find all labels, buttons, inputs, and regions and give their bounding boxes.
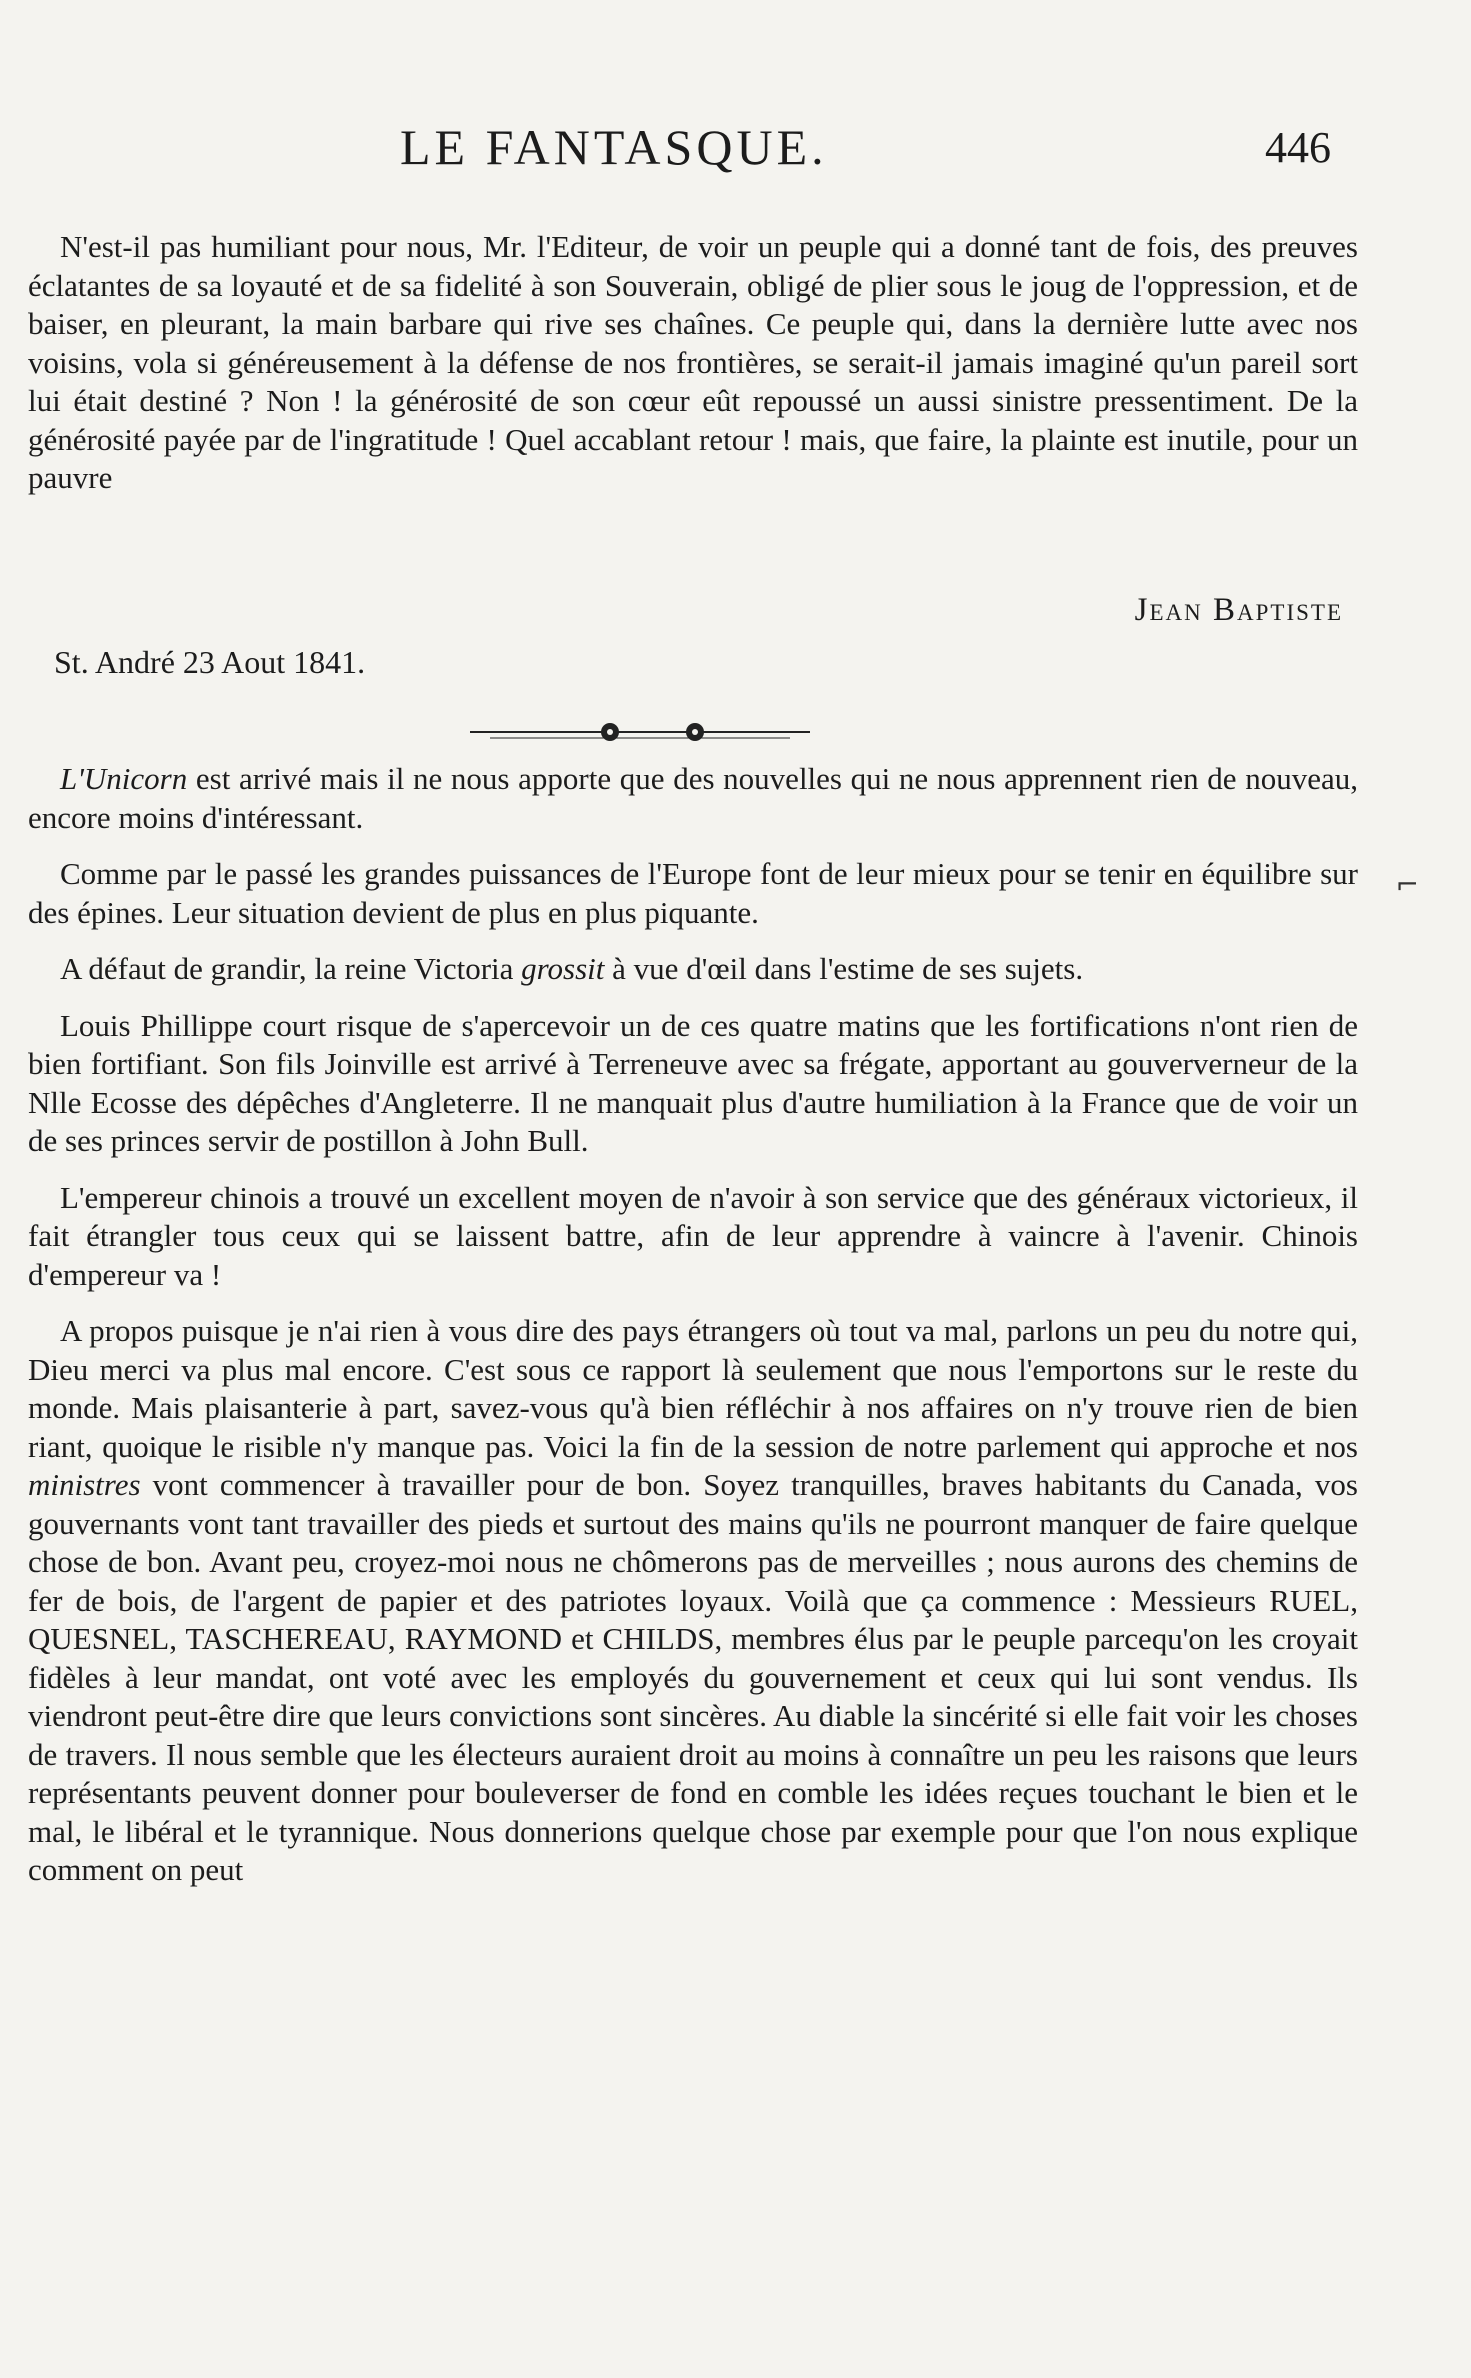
news-canada-a: A propos puisque je n'ai rien à vous dire des pays étrangers où tout va mal, parlons un peu du notre qui, Dieu merci va plus mal encore. C'est sous ce rapport là seulement que nous l'emportons sur le reste du monde. Mais plaisanterie à part, savez-vous qu'à bien réfléchir à nos affaires on n'y trouve rien de bien riant, quoique le risible n'y manque pas. Voici la fin de la session de notre parlement qui approche et nos: [28, 1313, 1358, 1464]
letter-signature: Jean Baptiste: [1134, 592, 1343, 628]
ship-name: L'Unicorn: [60, 761, 188, 796]
news-unicorn: [28, 760, 1358, 837]
news-victoria: [28, 950, 1358, 989]
news-victoria-italic: grossit: [521, 951, 605, 986]
page-number: 446: [1265, 123, 1331, 172]
letter-paragraph: N'est-il pas humiliant pour nous, Mr. l'Editeur, de voir un peuple qui a donné tant de fois, des preuves éclatantes de sa loyauté et de sa fidelité à son Souverain, obligé de plier sous le joug de l'oppression, et de baiser, en pleurant, la main barbare qui rive ses chaînes. Ce peuple qui, dans la dernière lutte avec nos voisins, vola si généreusement à la défense de nos frontières, se serait-il jamais imaginé qu'un pareil sort lui était destiné ? Non ! la générosité de son cœur eût repoussé un aussi sinistre pressentiment. De la générosité payée par de l'ingratitude ! Quel accablant retour ! mais, que faire, la plainte est inutile, pour un pauvre: [28, 229, 1358, 495]
divider-ornament-icon: [470, 712, 810, 752]
news-louis-phillippe: Louis Phillippe court risque de s'apercevoir un de ces quatre matins que les fortifications n'ont rien de bien fortifiant. Son fils Joinville est arrivé à Terreneuve avec sa frégate, apportant au gouververneur de la Nlle Ecosse des dépêches d'Angleterre. Il ne manquait plus d'autre humiliation à la France que de voir un de ses princes servir de postillon à John Bull.: [28, 1007, 1358, 1158]
news-chinese-emperor: L'empereur chinois a trouvé un excellent moyen de n'avoir à son service que des généraux victorieux, il fait étrangler tous ceux qui se laissent battre, afin de leur apprendre à vaincre à l'avenir. Chinois d'empereur va !: [28, 1179, 1358, 1292]
letter-dateline: St. André 23 Aout 1841.: [54, 644, 366, 680]
news-unicorn-text: est arrivé mais il ne nous apporte que des nouvelles qui ne nous apprennent rien de nouveau, encore moins d'intéressant.: [28, 761, 1358, 835]
news-europe: Comme par le passé les grandes puissances de l'Europe font de leur mieux pour se tenir en équilibre sur des épines. Leur situation devient de plus en plus piquante.: [28, 856, 1358, 930]
margin-mark: ⌐: [1395, 868, 1419, 901]
page-title: LE FANTASQUE.: [400, 119, 828, 175]
news-victoria-a: A défaut de grandir, la reine Victoria: [60, 951, 522, 986]
page-header: [0, 118, 1471, 188]
news-block: [28, 760, 1358, 1890]
news-victoria-b: à vue d'œil dans l'estime de ses sujets.: [604, 951, 1084, 986]
section-divider: [0, 712, 1471, 752]
news-canada: [28, 1312, 1358, 1890]
news-canada-b: vont commencer à travailler pour de bon. Soyez tranquilles, braves habitants du Canada, vos gouvernants vont tant travailler des pieds et surtout des mains qu'ils ne pourront manquer de faire quelque chose de bon. Avant peu, croyez-moi nous ne chômerons pas de merveilles ; nous aurons des chemins de fer de bois, de l'argent de papier et des patriotes loyaux. Voilà que ça commence : Messieurs RUEL, QUESNEL, TASCHEREAU, RAYMOND et CHILDS, membres élus par le peuple parcequ'on les croyait fidèles à leur mandat, ont voté avec les employés du gouvernement et ceux qui lui sont vendus. Ils viendront peut-être dire que leurs convictions sont sincères. Au diable la sincérité si elle fait voir les choses de travers. Il nous semble que les électeurs auraient droit au moins à connaître un peu les raisons que leurs représentants peuvent donner pour bouleverser de fond en comble les idées reçues touchant le bien et le mal, le libéral et le tyrannique. Nous donnerions quelque chose par exemple pour que l'on nous explique comment on peut: [28, 1467, 1358, 1887]
letter-block: [28, 228, 1358, 498]
news-canada-italic: ministres: [28, 1467, 141, 1502]
